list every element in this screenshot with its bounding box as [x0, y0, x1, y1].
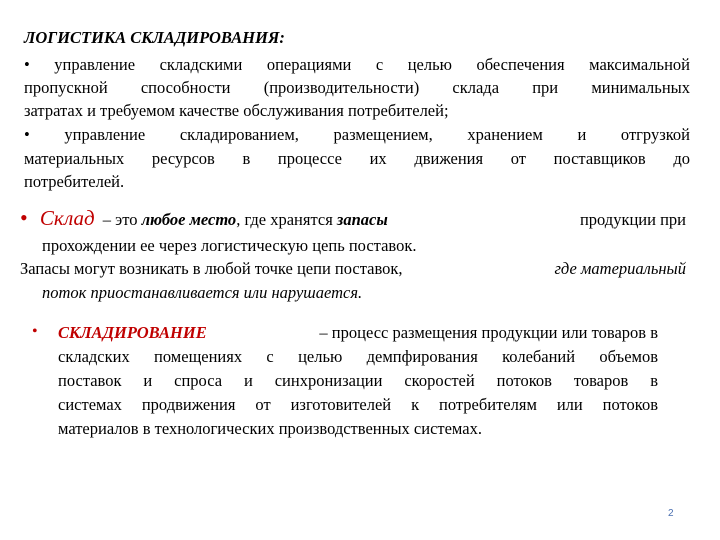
warehouse-italic-place: любое место — [141, 210, 237, 229]
warehouse-term: Склад — [39, 206, 95, 230]
bullet-icon-2: • — [32, 323, 38, 340]
warehouse-definition-line-2: прохождении ее через логистическую цепь поставок. — [42, 236, 417, 255]
block1-line-5: материальных ресурсов в процессе их движения от поставщиков до — [24, 149, 690, 168]
warehouse-end: продукции при — [575, 210, 686, 229]
storage-definition-line-4: системах продвижения от изготовителей к потребителям или потоков — [58, 395, 658, 414]
block1-line-3: затратах и требуемом качестве обслуживания потребителей; — [24, 101, 449, 120]
stock-line-start: Запасы могут возникать в любой точке цепи поставок, — [20, 259, 407, 278]
storage-definition-line-3: поставок и спроса и синхронизации скоростей потоков товаров в — [58, 371, 658, 390]
storage-line-rest: – процесс размещения продукции или товаров в — [315, 323, 658, 342]
block1-line-6: потребителей. — [24, 172, 125, 191]
stock-line-2: поток приостанавливается или нарушается. — [42, 283, 363, 302]
block1-line-1: • управление складскими операциями с целью обеспечения максимальной — [24, 55, 690, 74]
storage-term: СКЛАДИРОВАНИЕ — [58, 323, 207, 342]
stock-line-italic: где материальный — [554, 259, 686, 278]
warehouse-definition-line-1 — [20, 207, 686, 231]
warehouse-dash: – это — [98, 210, 142, 229]
warehouse-italic-stock: запасы — [336, 210, 388, 229]
section-title: ЛОГИСТИКА СКЛАДИРОВАНИЯ: — [24, 28, 285, 47]
storage-definition-line-5: материалов в технологических производственных системах. — [58, 419, 482, 438]
block1-line-2: пропускной способности (производительности) склада при минимальных — [24, 78, 690, 97]
stock-line-1 — [20, 258, 686, 280]
storage-definition-line-1 — [58, 322, 658, 344]
bullet-icon: • — [20, 205, 28, 230]
block1-line-4: • управление складированием, размещением, хранением и отгрузкой — [24, 125, 690, 144]
storage-definition-line-2: складских помещениях с целью демпфирования колебаний объемов — [58, 347, 658, 366]
warehouse-mid: , где хранятся — [236, 210, 337, 229]
page-number: 2 — [668, 508, 674, 519]
